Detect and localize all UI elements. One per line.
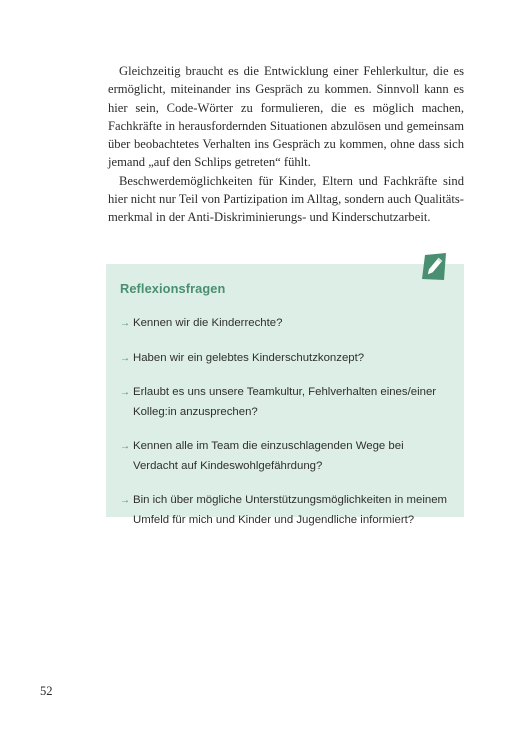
body-text: [108, 62, 464, 227]
question-text: Erlaubt es uns unsere Teamkultur, Fehlverhalten eines/einer Kolleg:in anzusprechen?: [133, 386, 437, 418]
list-item: [120, 349, 450, 369]
arrow-icon: →: [120, 352, 130, 364]
question-text: Bin ich über mögliche Unterstützungsmöglichkeiten in meinem Umfeld für mich und Kinder und Jugendliche informiert?: [133, 494, 448, 526]
page-number: 52: [40, 684, 53, 698]
arrow-icon: →: [120, 495, 130, 506]
paragraph: Gleichzeitig braucht es die Entwicklung einer Fehlerkultur, die es ermöglicht, miteinander ins Gespräch zu kommen. Sinnvoll kann es hier sein, Code-Wörter zu formulieren, die es möglich machen, Fachkräfte in herausfordernden Situationen abzulösen und gemeinsam über beobachtetes Verhalten ins Gespräch zu kommen, ohne dass sich jemand „auf den Schlips getreten“ fühlt.: [108, 64, 464, 170]
list-item: [120, 314, 450, 334]
question-text: Kennen alle im Team die einzuschlagenden Wege bei Verdacht auf Kindeswohlgefährdung?: [133, 440, 404, 472]
paragraph: Beschwerdemöglichkeiten für Kinder, Eltern und Fachkräfte sind hier nicht nur Teil von Partizipation im Alltag, sondern auch Qualitätsmerkmal in der Anti-Diskriminierungs- und Kinderschutzarbeit.: [108, 173, 464, 225]
question-list: [120, 314, 450, 530]
list-item: [120, 383, 450, 422]
list-item: [120, 491, 450, 530]
arrow-icon: →: [120, 387, 130, 398]
reflection-questions-box: [106, 264, 464, 526]
pencil-icon: [420, 252, 448, 282]
arrow-icon: →: [120, 318, 130, 329]
question-text: Haben wir ein gelebtes Kinderschutzkonzept?: [133, 351, 365, 364]
list-item: [120, 437, 450, 476]
question-text: Kennen wir die Kinderrechte?: [133, 317, 283, 329]
arrow-icon: →: [120, 441, 130, 452]
reflection-title: Reflexionsfragen: [120, 281, 226, 296]
